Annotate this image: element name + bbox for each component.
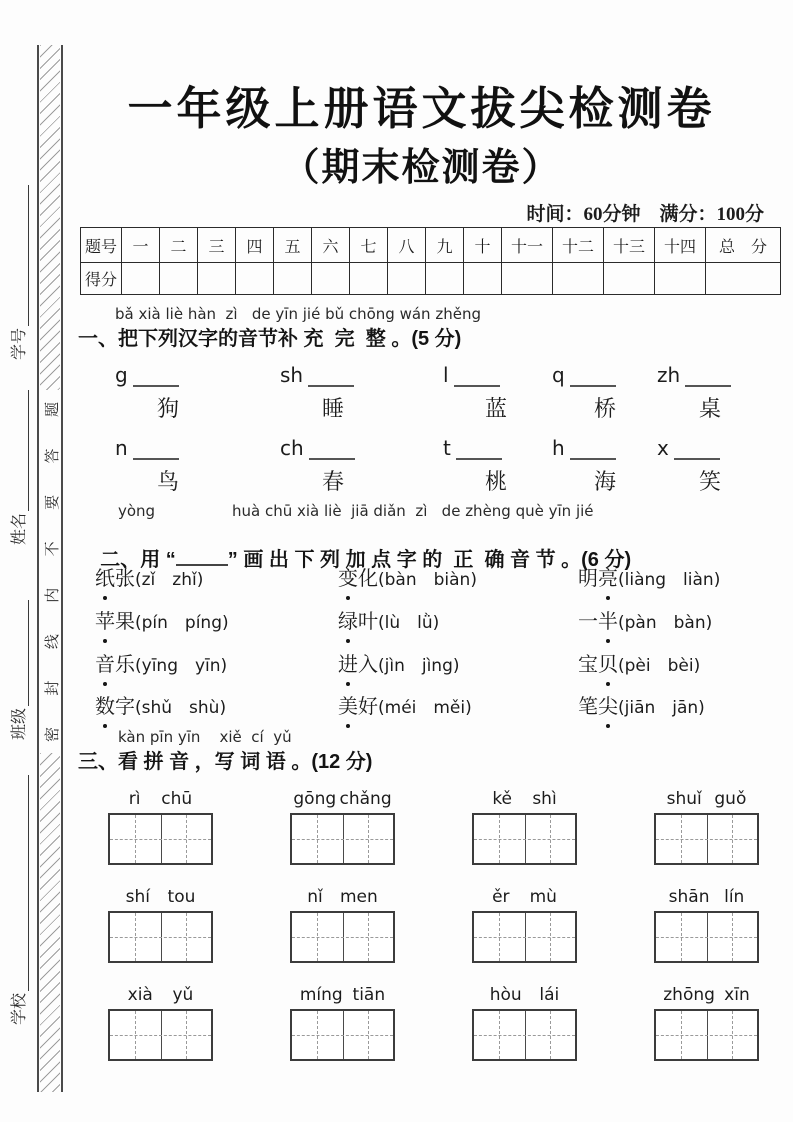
paper-title: 一年级上册语文拔尖检测卷 [127,84,716,134]
syllable-item [280,363,400,423]
seal-char: 不 [44,541,61,557]
dotted-char: 数 [95,690,115,719]
pinyin-options[interactable]: (zǐ zhǐ) [135,570,204,590]
word-char: 张 [115,568,135,590]
pinyin-syllable: rì [128,789,141,809]
pinyin-syllable: míng [299,985,343,1005]
box-vertical-guide [681,815,682,863]
syllable-line [443,436,563,460]
score-table-question-cell: 一 [122,228,160,263]
pinyin-label [108,887,213,908]
pinyin-label [290,887,395,908]
writing-word-group [108,789,213,865]
pinyin-options[interactable]: (yīng yīn) [135,656,228,676]
margin-field-student-name[interactable] [9,390,29,545]
pinyin-syllable: yǔ [172,985,194,1005]
pinyin-options[interactable]: (pín píng) [135,613,229,633]
answer-blank[interactable] [133,369,179,387]
dotted-word-item [95,605,229,634]
section3-heading: 三、看 拼 音 ，写 词 语 。(12 分) [78,751,373,773]
writing-box[interactable] [290,911,395,963]
answer-blank[interactable] [570,442,616,460]
pinyin-syllable: shuǐ [666,789,702,809]
score-input-cell[interactable] [122,263,160,295]
hanzi-character: 睡 [321,396,344,421]
hanzi-character: 海 [593,469,616,494]
score-input-cell[interactable] [388,263,426,295]
pinyin-label [472,887,577,908]
syllable-line [443,363,563,387]
word-char: 叶 [358,611,378,633]
hanzi-character: 桃 [484,469,507,494]
score-table-question-cell: 九 [426,228,464,263]
score-table-question-cell: 十 [464,228,502,263]
score-input-cell[interactable] [502,263,553,295]
syllable-item [552,436,672,496]
hanzi-character: 鸟 [156,469,179,494]
hanzi-character: 狗 [156,396,179,421]
time-score-info: 时间：60分钟 满分：100分 [526,204,764,225]
seal-char: 密 [44,726,61,742]
syllable-item [657,436,777,496]
score-input-cell[interactable] [426,263,464,295]
score-table-question-cell: 十二 [553,228,604,263]
writing-box[interactable] [472,911,577,963]
pinyin-syllable: xià [127,985,153,1005]
margin-field-class[interactable] [9,600,29,740]
box-vertical-guide [317,815,318,863]
score-input-cell[interactable] [312,263,350,295]
box-vertical-guide [499,815,500,863]
pinyin-label [290,789,395,810]
box-vertical-guide [550,1011,551,1059]
box-horizontal-guide [656,1035,757,1036]
pinyin-label [654,789,759,810]
box-vertical-guide [499,913,500,961]
box-vertical-guide [681,913,682,961]
writing-box[interactable] [654,911,759,963]
margin-field-label: 学号 [11,327,28,360]
pinyin-syllable: shí [125,887,150,907]
dotted-word-item [578,562,720,591]
pinyin-syllable: lái [539,985,560,1005]
score-table-question-cell: 三 [198,228,236,263]
margin-field-blank-line[interactable] [12,390,29,511]
syllable-item [280,436,400,496]
word-char: 宝 [578,654,598,676]
box-vertical-guide [499,1011,500,1059]
word-char: 好 [358,696,378,718]
pinyin-syllable: chū [161,789,193,809]
pinyin-syllable: mù [529,887,557,907]
hanzi-character: 笑 [698,469,721,494]
syllable-line [280,436,400,460]
section2-pinyin-rest: huà chū xià liè jiā diǎn zì de zhèng què yīn jié [232,502,594,520]
pinyin-options[interactable]: (jiān jān) [618,698,705,718]
syllable-item [443,436,563,496]
seal-hatch-bottom [40,753,60,1092]
writing-box[interactable] [654,813,759,865]
word-char: 一 [578,611,598,633]
answer-blank[interactable] [674,442,720,460]
pinyin-syllable: hòu [489,985,522,1005]
box-vertical-guide [186,913,187,961]
pinyin-options[interactable]: (liàng liàn) [618,570,721,590]
hanzi-character: 春 [321,469,344,494]
dotted-word-item [578,605,712,634]
score-input-cell[interactable] [236,263,274,295]
score-input-cell[interactable] [464,263,502,295]
seal-hatch-top [40,45,60,390]
syllable-item [552,363,672,423]
pinyin-label [654,887,759,908]
writing-box[interactable] [290,1009,395,1061]
syllable-line [552,436,672,460]
word-char: 笔 [578,696,598,718]
writing-word-group [472,985,577,1061]
box-horizontal-guide [292,839,393,840]
section2-heading-prefix: 二、用 “ [100,549,176,571]
pinyin-syllable: shān [668,887,710,907]
writing-word-group [654,789,759,865]
pinyin-label [472,985,577,1006]
answer-blank[interactable] [570,369,616,387]
pinyin-label [472,789,577,810]
margin-field-label: 班级 [11,707,28,740]
writing-box[interactable] [108,1009,213,1061]
score-input-cell[interactable] [350,263,388,295]
writing-word-group [290,887,395,963]
score-table-question-cell: 十四 [655,228,706,263]
margin-field-blank-line[interactable] [12,185,29,326]
pinyin-syllable: gōng [293,789,337,809]
margin-field-blank-line[interactable] [12,600,29,706]
writing-box[interactable] [108,813,213,865]
initial-letter: zh [657,363,681,387]
writing-box[interactable] [472,813,577,865]
pinyin-syllable: tiān [352,985,386,1005]
word-char: 入 [358,654,378,676]
writing-box[interactable] [108,911,213,963]
initial-letter: n [115,436,128,460]
pinyin-syllable: shì [532,789,557,809]
box-horizontal-guide [292,1035,393,1036]
pinyin-syllable: kě [492,789,513,809]
word-char: 乐 [115,654,135,676]
hanzi-character: 桥 [593,396,616,421]
writing-word-group [108,985,213,1061]
score-table-total-label: 总 分 [706,228,781,263]
box-vertical-guide [186,815,187,863]
score-table-header-label: 题号 [81,228,122,263]
pinyin-syllable: nǐ [307,887,323,907]
pinyin-label [290,985,395,1006]
score-table-question-cell: 八 [388,228,426,263]
dotted-char: 变 [338,562,358,591]
writing-word-group [654,887,759,963]
box-vertical-guide [186,1011,187,1059]
box-horizontal-guide [474,937,575,938]
seal-char: 题 [44,402,61,418]
pinyin-options[interactable]: (méi měi) [378,698,472,718]
box-vertical-guide [317,1011,318,1059]
pinyin-options[interactable]: (lù lǜ) [378,613,440,633]
dotted-char: 美 [338,690,358,719]
box-vertical-guide [135,815,136,863]
score-table-score-label: 得分 [81,263,122,295]
score-input-cell[interactable] [655,263,706,295]
score-input-cell[interactable] [160,263,198,295]
pinyin-syllable: xīn [724,985,750,1005]
dotted-char: 贝 [598,648,618,677]
answer-blank[interactable] [308,369,354,387]
score-table-question-cell: 四 [236,228,274,263]
pinyin-label [108,985,213,1006]
word-char: 化 [358,568,378,590]
writing-box[interactable] [290,813,395,865]
box-vertical-guide [732,815,733,863]
syllable-line [552,363,672,387]
pinyin-options[interactable]: (pèi bèi) [618,656,701,676]
pinyin-syllable: tou [167,887,196,907]
pinyin-syllable: lín [724,887,745,907]
score-table [80,227,781,295]
pinyin-syllable: men [339,887,378,907]
margin-field-school[interactable] [9,775,29,1025]
word-char: 明 [578,568,598,590]
pinyin-options[interactable]: (jìn jìng) [378,656,460,676]
box-vertical-guide [135,1011,136,1059]
pinyin-label [108,789,213,810]
dotted-word-item [95,690,226,719]
seal-char: 内 [44,587,61,603]
box-horizontal-guide [110,1035,211,1036]
box-vertical-guide [368,913,369,961]
score-table-question-cell: 五 [274,228,312,263]
syllable-line [657,363,777,387]
box-vertical-guide [368,1011,369,1059]
box-vertical-guide [550,815,551,863]
initial-letter: x [657,436,669,460]
box-vertical-guide [732,1011,733,1059]
syllable-item [115,363,235,423]
box-horizontal-guide [474,839,575,840]
score-table-question-cell: 七 [350,228,388,263]
margin-field-blank-line[interactable] [12,775,29,991]
seal-char: 封 [44,680,61,696]
answer-blank[interactable] [133,442,179,460]
pinyin-label [654,985,759,1006]
initial-letter: g [115,363,128,387]
hanzi-character: 蓝 [484,396,507,421]
box-vertical-guide [681,1011,682,1059]
box-vertical-guide [732,913,733,961]
dotted-char: 纸 [95,562,115,591]
writing-word-group [290,985,395,1061]
score-table-question-cell: 十一 [502,228,553,263]
box-vertical-guide [550,913,551,961]
score-input-cell[interactable] [274,263,312,295]
pinyin-syllable: ěr [492,887,510,907]
pinyin-options[interactable]: (pàn bàn) [618,613,713,633]
margin-field-student-number[interactable] [9,185,29,360]
syllable-item [657,363,777,423]
section1-heading: 一、把下列汉字的音节补 充 完 整 。(5 分) [78,328,462,350]
word-char: 字 [115,696,135,718]
dotted-word-item [578,690,705,719]
dotted-char: 绿 [338,605,358,634]
score-input-cell[interactable] [198,263,236,295]
dotted-word-item [338,562,477,591]
writing-box[interactable] [472,1009,577,1061]
dotted-char: 音 [95,648,115,677]
syllable-line [115,363,235,387]
seal-char: 答 [44,448,61,464]
syllable-item [443,363,563,423]
initial-letter: sh [280,363,304,387]
section2-pinyin-lead: yòng [118,502,156,520]
answer-blank[interactable] [456,442,502,460]
dotted-char: 亮 [598,562,618,591]
box-horizontal-guide [474,1035,575,1036]
pinyin-syllable: guǒ [714,789,747,809]
dotted-char: 进 [338,648,358,677]
syllable-line [280,363,400,387]
initial-letter: q [552,363,565,387]
box-horizontal-guide [292,937,393,938]
score-input-cell[interactable] [553,263,604,295]
writing-word-group [472,789,577,865]
seal-char: 要 [44,494,61,510]
seal-char: 线 [44,634,61,650]
section2-heading-suffix: ” 画 出 下 列 加 点 字 的 正 确 音 节 。(6 分) [227,549,632,571]
pinyin-syllable: zhōng [663,985,715,1005]
dotted-word-item [95,648,227,677]
section1-pinyin: bǎ xià liè hàn zì de yīn jié bǔ chōng wán zhěng [115,305,481,323]
box-horizontal-guide [656,839,757,840]
score-table-question-cell: 二 [160,228,198,263]
dotted-word-item [338,605,439,634]
dotted-word-item [338,648,460,677]
pinyin-syllable: chǎng [339,789,392,809]
syllable-line [115,436,235,460]
pinyin-options[interactable]: (bàn biàn) [378,570,477,590]
seal-line-text [41,402,61,742]
dotted-word-item [338,690,472,719]
writing-word-group [472,887,577,963]
writing-word-group [654,985,759,1061]
initial-letter: ch [280,436,304,460]
paper-subtitle: （期末检测卷） [281,147,562,189]
dotted-word-item [95,562,203,591]
syllable-item [115,436,235,496]
answer-blank[interactable] [685,369,731,387]
word-char: 果 [115,611,135,633]
box-vertical-guide [135,913,136,961]
writing-word-group [108,887,213,963]
box-horizontal-guide [110,839,211,840]
writing-word-group [290,789,395,865]
box-vertical-guide [368,815,369,863]
margin-field-label: 学校 [11,992,28,1025]
pinyin-options[interactable]: (shǔ shù) [135,698,227,718]
dotted-word-item [578,648,700,677]
score-table-question-cell: 六 [312,228,350,263]
initial-letter: h [552,436,565,460]
initial-letter: l [443,363,449,387]
score-total-input-cell[interactable] [706,263,781,295]
margin-field-label: 姓名 [11,512,28,545]
dotted-char: 尖 [598,690,618,719]
answer-blank[interactable] [309,442,355,460]
dotted-char: 苹 [95,605,115,634]
score-input-cell[interactable] [604,263,655,295]
section3-pinyin: kàn pīn yīn xiě cí yǔ [118,728,292,746]
box-vertical-guide [317,913,318,961]
box-horizontal-guide [110,937,211,938]
hanzi-character: 桌 [698,396,721,421]
score-table-question-cell: 十三 [604,228,655,263]
dotted-char: 半 [598,605,618,634]
answer-blank[interactable] [454,369,500,387]
box-horizontal-guide [656,937,757,938]
writing-box[interactable] [654,1009,759,1061]
syllable-line [657,436,777,460]
initial-letter: t [443,436,451,460]
